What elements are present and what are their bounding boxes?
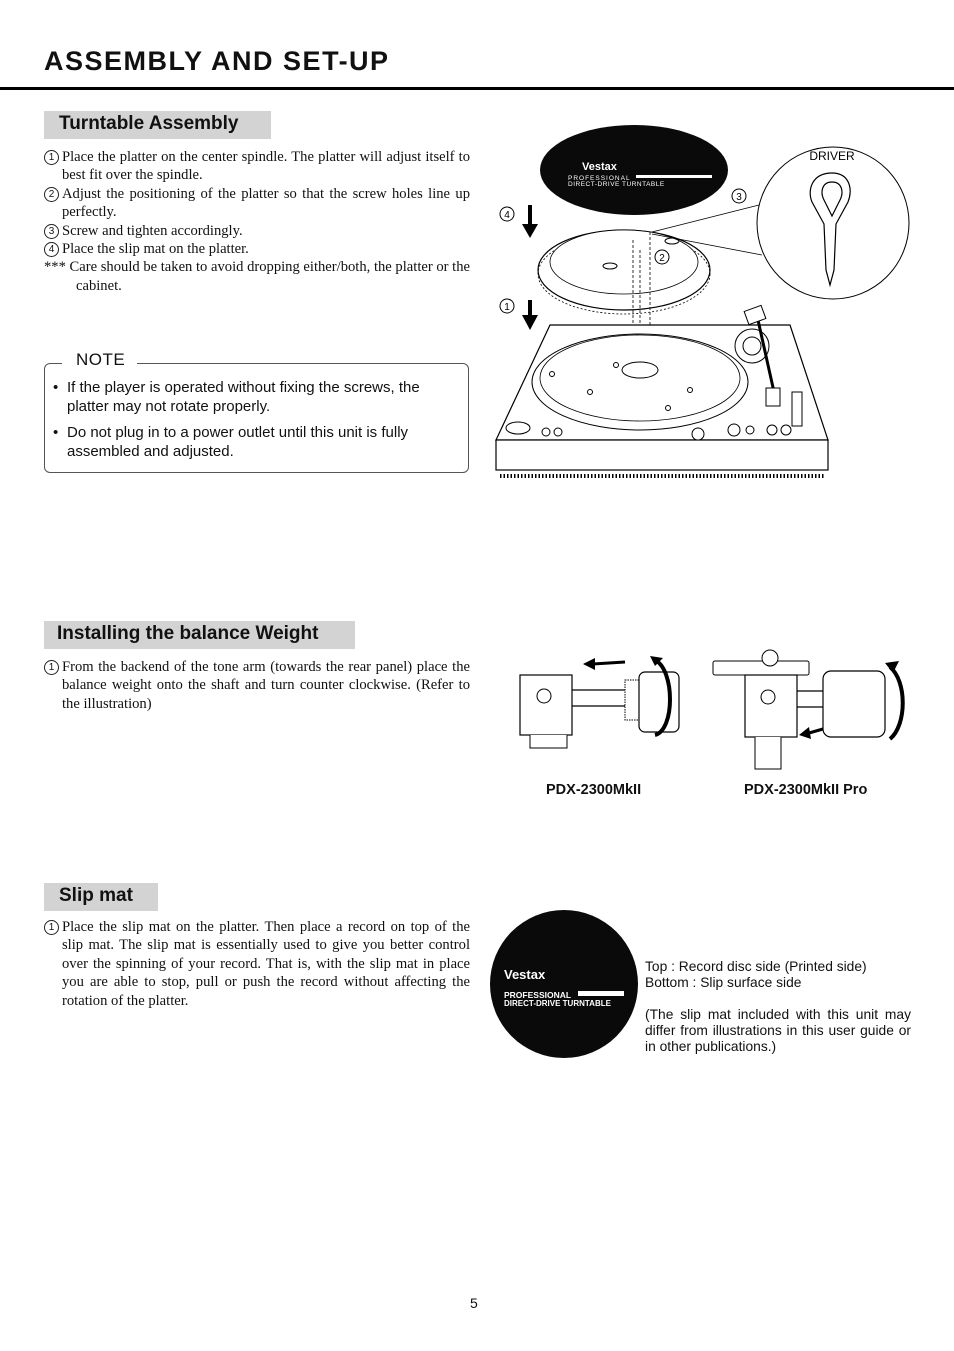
note-item-text: If the player is operated without fixing the screws, the platter may not rotate properly.	[67, 379, 420, 415]
arm-pivot-block	[745, 675, 797, 737]
pivot-base	[755, 737, 781, 769]
caption-note: (The slip mat included with this unit may differ from illustrations in this user guide or in other publications.)	[645, 1007, 911, 1054]
note-item-text: Do not plug in to a power outlet until this unit is fully assembled and adjusted.	[67, 424, 409, 460]
bullet-icon: •	[53, 379, 59, 396]
note-item	[53, 378, 453, 416]
slip-mat-illustration	[490, 910, 640, 1060]
arm-pivot-block	[520, 675, 572, 735]
callout-4: 4	[504, 210, 510, 221]
start-stop-button	[506, 422, 530, 434]
lift-knob	[762, 650, 778, 666]
weight-ring	[625, 680, 639, 720]
slip-mat-disc	[490, 910, 638, 1058]
slip-mat-caption	[645, 959, 911, 1055]
turntable-assembly-illustration	[490, 120, 915, 495]
balance-weight-illustration-mkii	[515, 650, 695, 775]
rotate-arrow-head	[885, 661, 899, 673]
step-text: Adjust the positioning of the platter so that the screw holes line up perfectly.	[62, 185, 470, 221]
figure-label-mkii-pro: PDX-2300MkII Pro	[744, 782, 868, 798]
rotate-counterclockwise-icon	[890, 667, 903, 739]
caption-bottom-side: Bottom : Slip surface side	[645, 975, 802, 990]
vestax-logo: Vestax	[504, 967, 546, 982]
step-number: 1	[44, 920, 59, 935]
slide-arrow-head	[799, 727, 811, 739]
title-rule	[0, 87, 954, 90]
page-title: ASSEMBLY AND SET-UP	[44, 46, 390, 76]
list-item	[44, 240, 470, 258]
arrow-4-head	[522, 224, 538, 238]
step-number: 4	[44, 242, 59, 257]
section-heading-turntable-assembly: Turntable Assembly	[44, 111, 271, 139]
mat-line1: PROFESSIONAL	[568, 175, 631, 182]
driver-label: DRIVER	[809, 149, 855, 163]
mat-line2: DIRECT-DRIVE TURNTABLE	[568, 181, 665, 188]
callout-3: 3	[736, 192, 742, 203]
caution-text: *** Care should be taken to avoid dropping either/both, the platter or the cabinet.	[44, 259, 470, 294]
step-text: Place the slip mat on the platter. Then place a record on top of the slip mat. The slip mat is essentially used to give you better control over the spinning of your record. That is, with the slip mat in place you are able to stop, pull or push the record without affecting the rotation of the platter.	[62, 919, 470, 1009]
step-number: 2	[44, 187, 59, 202]
vestax-logo: Vestax	[582, 161, 617, 173]
step-number: 1	[44, 150, 59, 165]
page-number: 5	[470, 1295, 478, 1311]
caption-top-side: Top : Record disc side (Printed side)	[645, 959, 867, 974]
list-item	[44, 185, 470, 222]
step-text: Place the slip mat on the platter.	[62, 241, 249, 258]
list-item	[44, 222, 470, 240]
list-item	[44, 918, 470, 1010]
step-text: From the backend of the tone arm (towards the rear panel) place the balance weight onto the shaft and turn counter clockwise. (Refer to the illustration)	[62, 659, 470, 712]
note-items	[53, 378, 453, 468]
pitch-slider	[792, 392, 802, 426]
mat-stripe	[636, 175, 712, 178]
platter-top	[550, 230, 698, 294]
callout-2: 2	[659, 253, 665, 264]
arrow-1-head	[522, 315, 538, 330]
slide-arrow-head	[583, 658, 595, 670]
turntable-assembly-steps	[44, 148, 470, 295]
slide-arrow	[809, 729, 823, 733]
balance-weight-steps	[44, 658, 470, 713]
figure-label-mkii: PDX-2300MkII	[546, 782, 642, 798]
balance-weight	[823, 671, 885, 737]
balance-weight	[639, 672, 679, 732]
list-item	[44, 148, 470, 185]
step-text: Screw and tighten accordingly.	[62, 222, 243, 239]
balance-weight-illustration-mkii-pro	[705, 645, 915, 780]
pivot-base	[530, 735, 567, 748]
callout-1: 1	[504, 302, 510, 313]
mat-line2: DIRECT-DRIVE TURNTABLE	[504, 999, 611, 1008]
note-item	[53, 423, 453, 461]
tone-arm-counterweight	[744, 305, 766, 324]
list-item	[44, 658, 470, 713]
step-number: 1	[44, 660, 59, 675]
bullet-icon: •	[53, 424, 59, 441]
headshell	[766, 388, 780, 406]
tone-arm-lift-bar	[713, 661, 809, 675]
slip-mat-steps	[44, 918, 470, 1010]
slide-arrow	[593, 662, 625, 664]
mat-line1: PROFESSIONAL	[504, 990, 572, 1000]
step-number: 3	[44, 224, 59, 239]
step-text: Place the platter on the center spindle. The platter will adjust itself to best fit over the spindle.	[62, 149, 470, 184]
power-knob	[692, 428, 704, 440]
mat-stripe	[578, 991, 624, 996]
section-heading-balance-weight: Installing the balance Weight	[44, 621, 355, 649]
note-label: NOTE	[62, 350, 137, 370]
section-heading-slip-mat: Slip mat	[44, 883, 158, 911]
turntable-cabinet-front	[496, 440, 828, 470]
slip-mat-illustration	[540, 125, 728, 215]
